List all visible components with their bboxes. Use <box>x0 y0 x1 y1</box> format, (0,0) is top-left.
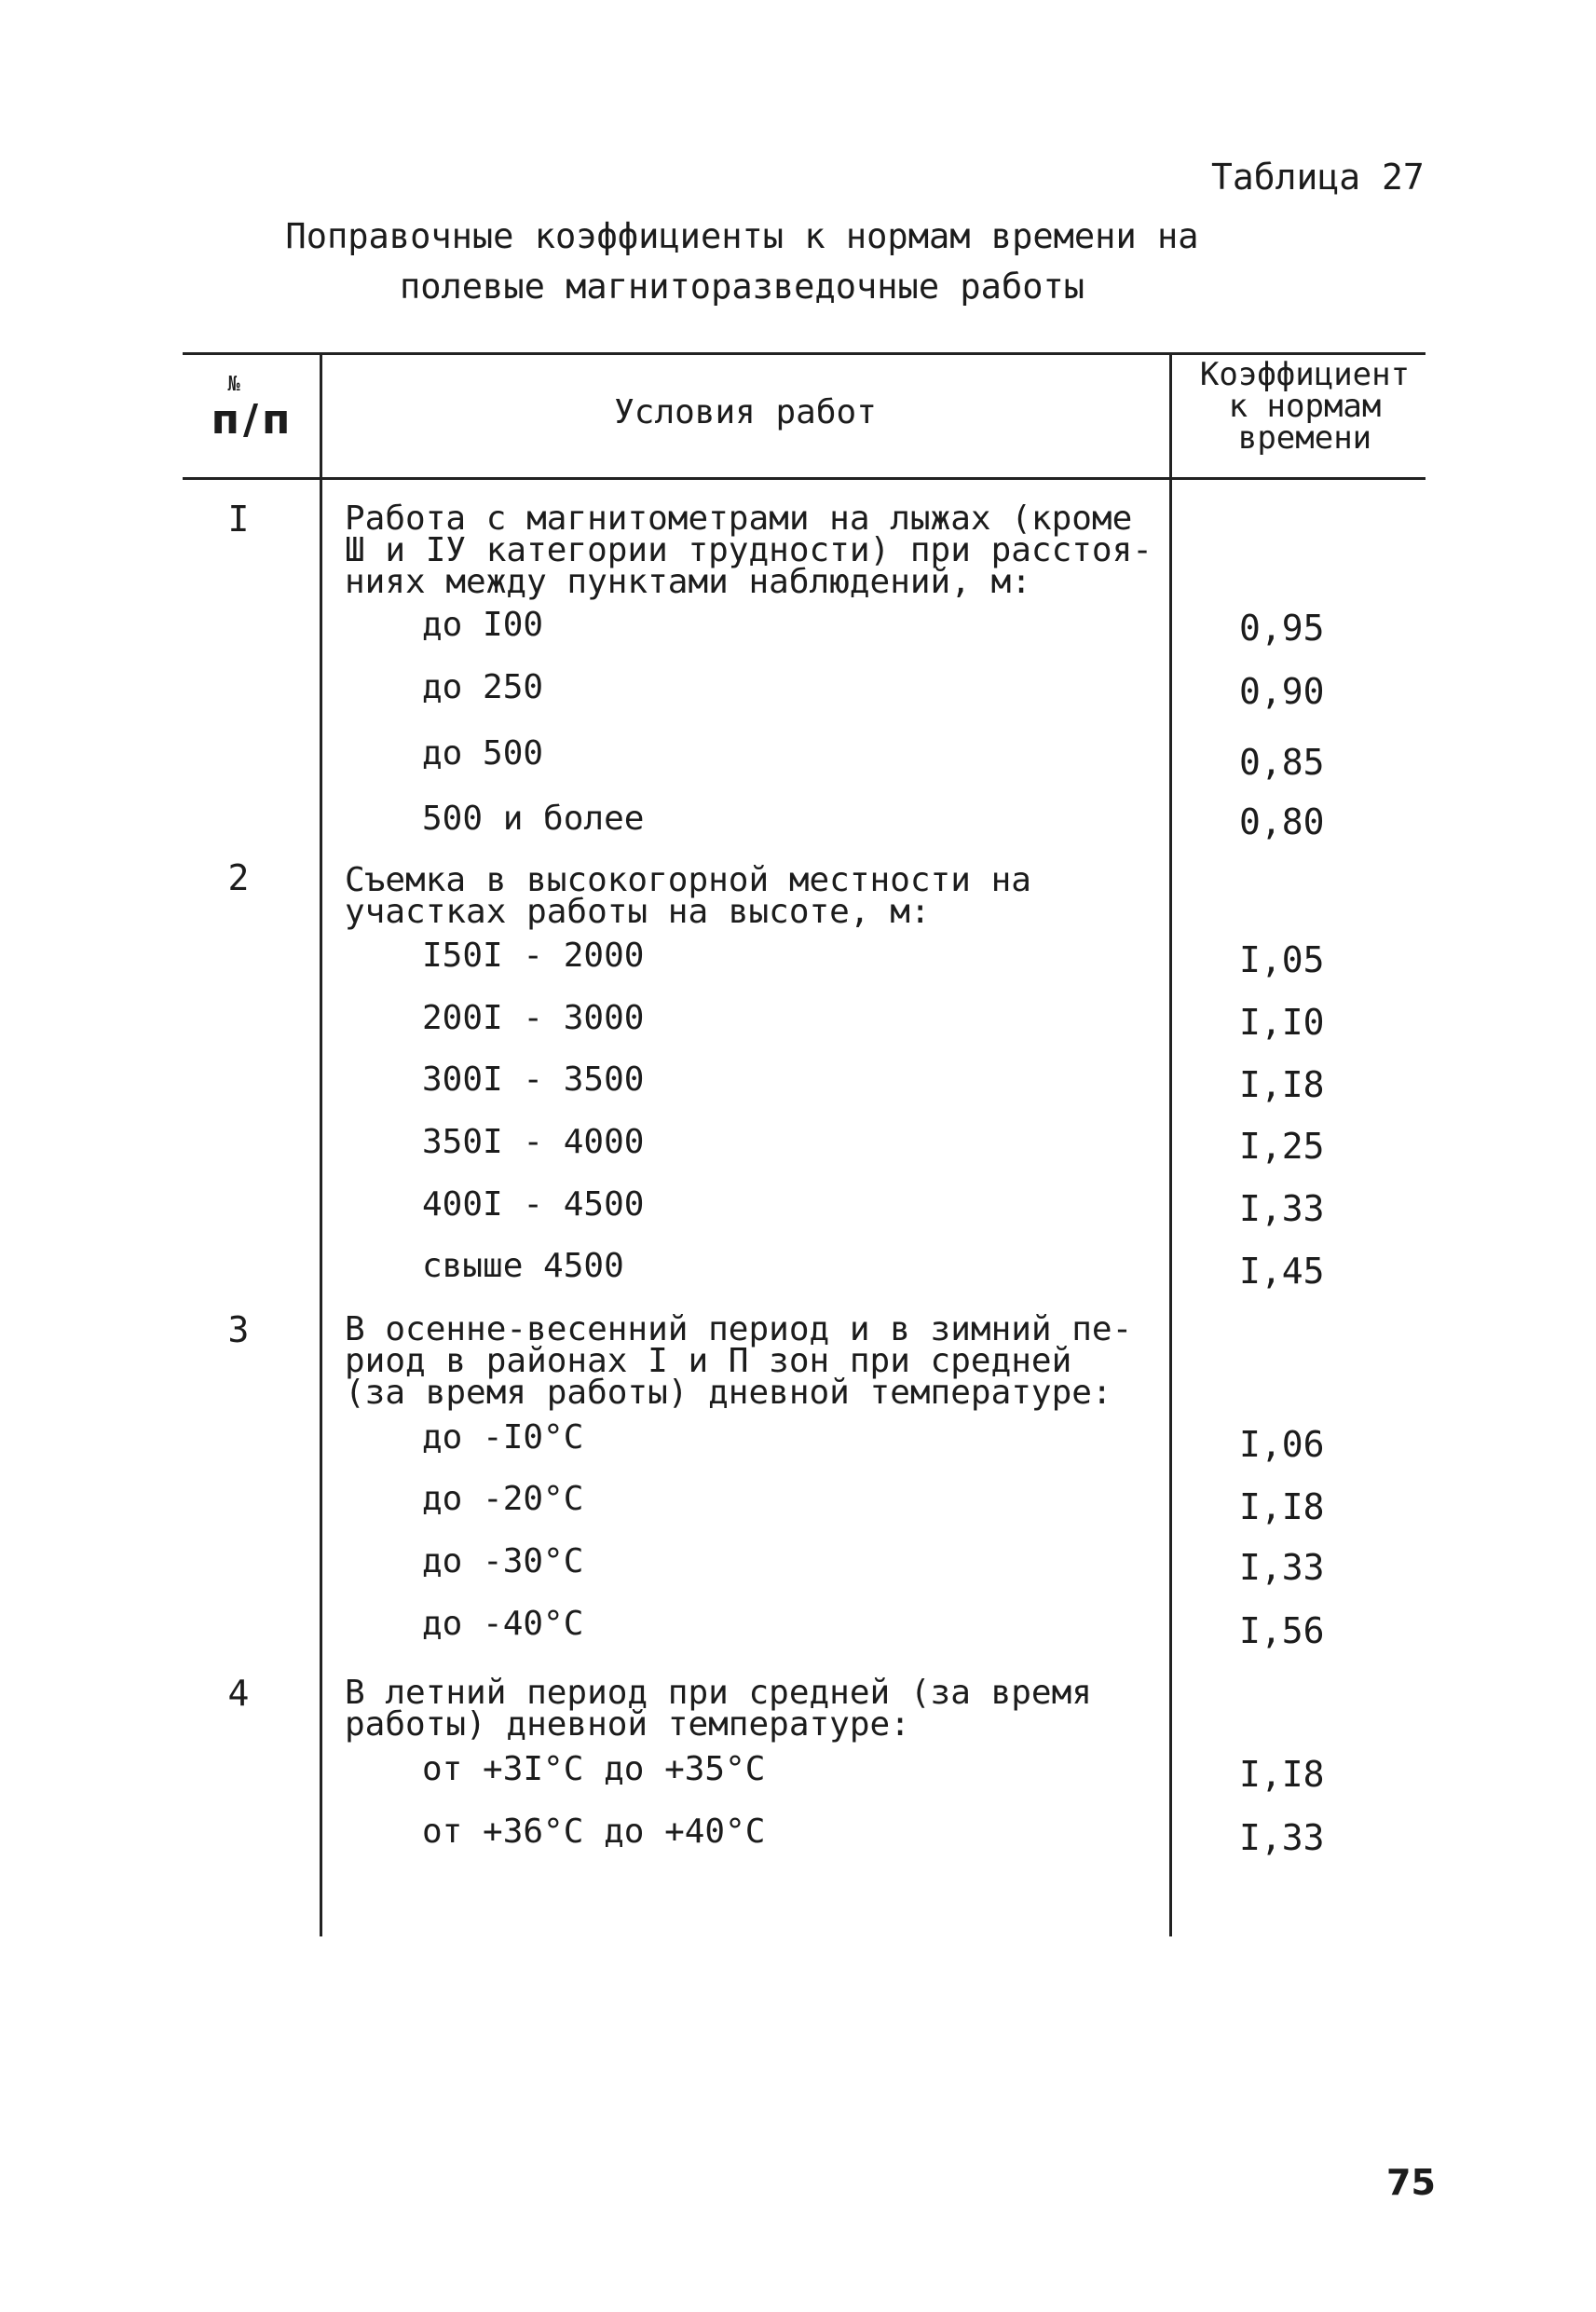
condition-item: до -20°C <box>422 1480 584 1518</box>
coefficient-value: 0,90 <box>1239 671 1325 712</box>
condition-item: 200I - 3000 <box>422 999 645 1037</box>
condition-item: до -40°C <box>422 1605 584 1643</box>
coefficient-value: I,I8 <box>1239 1064 1325 1105</box>
row-number: 3 <box>227 1309 250 1350</box>
number-sign: № <box>227 373 240 396</box>
header-bottom-rule <box>183 477 1425 480</box>
coefficient-value: I,06 <box>1239 1424 1325 1465</box>
row-conditions <box>345 1674 1165 1744</box>
row-conditions-line: (за время работы) дневной температуре: <box>345 1374 1112 1412</box>
coefficient-value: 0,95 <box>1239 608 1325 649</box>
table-title-line-2: полевые магниторазведочные работы <box>399 267 1085 307</box>
header-conditions: Условия работ <box>614 393 877 431</box>
condition-item: свыше 4500 <box>422 1247 624 1285</box>
coefficient-value: I,25 <box>1239 1126 1325 1167</box>
column-divider-1 <box>320 352 322 1936</box>
coefficient-value: I,I0 <box>1239 1002 1325 1043</box>
coefficient-value: I,33 <box>1239 1547 1325 1588</box>
header-number-label: п/п <box>211 396 294 444</box>
condition-item: до -30°C <box>422 1542 584 1580</box>
coefficient-value: I,56 <box>1239 1610 1325 1651</box>
header-coef-line-1: Коэффициент <box>1199 356 1411 393</box>
row-conditions-line: работы) дневной температуре: <box>345 1705 910 1744</box>
header-coef-line-2: к нормам <box>1228 388 1382 425</box>
row-conditions-line: Ш и IУ категории трудности) при расстоя- <box>345 531 1153 569</box>
condition-item: 350I - 4000 <box>422 1123 645 1161</box>
coefficient-value: I,I8 <box>1239 1754 1325 1795</box>
row-conditions <box>345 1310 1165 1412</box>
condition-item: от +3I°C до +35°C <box>422 1750 766 1788</box>
table-top-rule <box>183 352 1425 355</box>
table-title-line-1: Поправочные коэффициенты к нормам времени на <box>285 216 1199 256</box>
coefficient-value: I,05 <box>1239 939 1325 980</box>
coefficient-value: I,45 <box>1239 1251 1325 1292</box>
column-divider-2 <box>1169 352 1172 1936</box>
table-label: Таблица 27 <box>1211 157 1425 198</box>
condition-item: до I00 <box>422 606 544 644</box>
page-number: 75 <box>1386 2162 1436 2203</box>
coefficient-value: 0,80 <box>1239 801 1325 842</box>
condition-item: до 500 <box>422 734 544 773</box>
row-conditions-line: Работа с магнитометрами на лыжах (кроме <box>345 499 1133 538</box>
condition-item: 400I - 4500 <box>422 1185 645 1224</box>
condition-item: до 250 <box>422 668 544 706</box>
condition-item: I50I - 2000 <box>422 937 645 975</box>
row-conditions-line: риод в районах I и П зон при средней <box>345 1342 1072 1380</box>
row-conditions-line: участках работы на высоте, м: <box>345 893 931 931</box>
condition-item: до -I0°C <box>422 1418 584 1457</box>
row-conditions-line: ниях между пунктами наблюдений, м: <box>345 563 1031 601</box>
row-number: 2 <box>227 857 250 898</box>
row-conditions-line: В летний период при средней (за время <box>345 1674 1092 1712</box>
condition-item: 300I - 3500 <box>422 1060 645 1099</box>
row-conditions-line: В осенне-весенний период и в зимний пе- <box>345 1310 1133 1348</box>
row-conditions <box>345 499 1165 601</box>
row-conditions <box>345 861 1165 931</box>
coefficient-value: I,33 <box>1239 1188 1325 1229</box>
coefficient-value: 0,85 <box>1239 742 1325 783</box>
row-conditions-line: Съемка в высокогорной местности на <box>345 861 1031 899</box>
condition-item: 500 и более <box>422 800 645 838</box>
row-number: 4 <box>227 1673 250 1714</box>
row-number: I <box>227 499 250 540</box>
coefficient-value: I,I8 <box>1239 1486 1325 1527</box>
header-coef-line-3: времени <box>1237 419 1372 457</box>
header-coefficient <box>1172 356 1438 457</box>
coefficient-value: I,33 <box>1239 1817 1325 1858</box>
condition-item: от +36°C до +40°C <box>422 1813 766 1851</box>
header-number-cell <box>183 373 322 444</box>
